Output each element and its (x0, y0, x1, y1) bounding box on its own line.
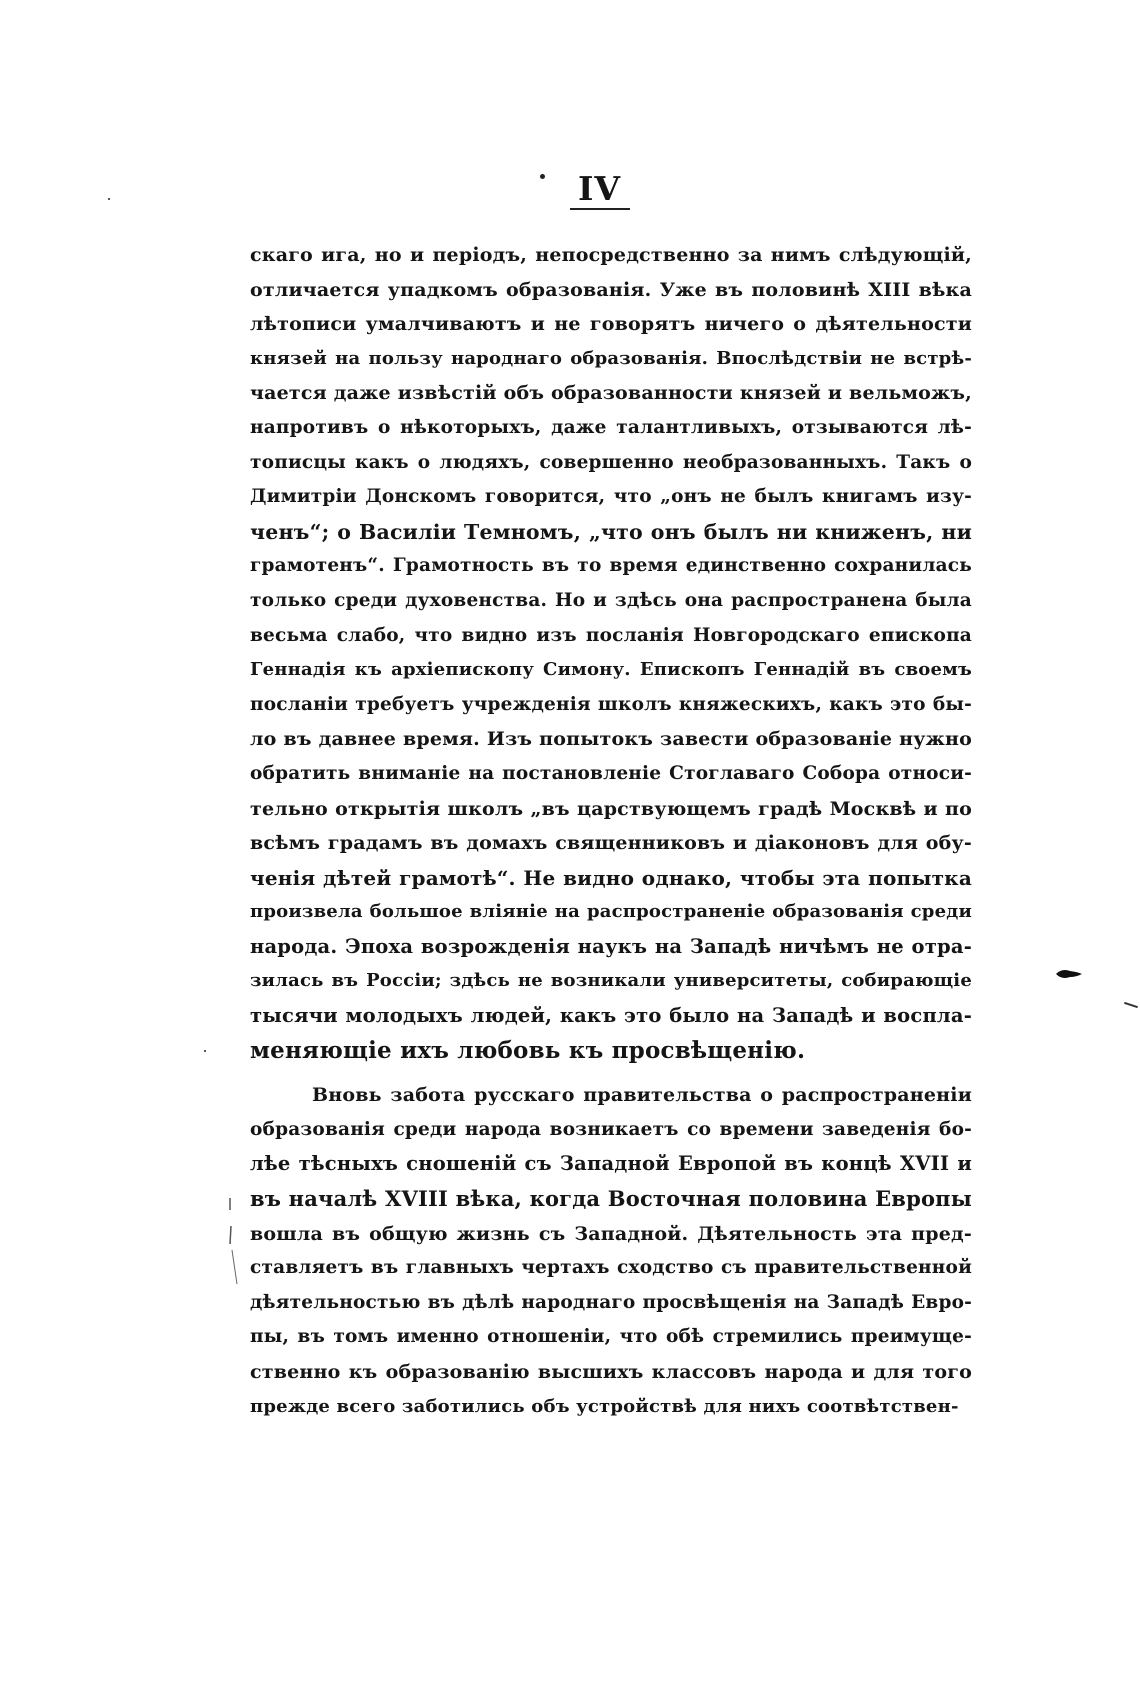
text-line: зилась въ Россіи; здѣсь не возникали университеты, собирающіе (250, 970, 972, 992)
text-line: меняющіе ихъ любовь къ просвѣщенію. (250, 1036, 806, 1064)
paragraph-gap (250, 1068, 972, 1078)
text-line: напротивъ о нѣкоторыхъ, даже талантливыхъ, отзываются лѣ- (250, 416, 972, 438)
text-line: отличается упадкомъ образованія. Уже въ половинѣ XIII вѣка (250, 278, 972, 301)
text-line: Вновь забота русскаго правительства о распространеніи (312, 1084, 972, 1107)
text-line: обратить вниманіе на постановленіе Стоглаваго Собора относи- (250, 762, 972, 784)
text-line: произвела большое вліяніе на распространеніе образованія среди (250, 901, 972, 923)
margin-speck (108, 198, 110, 200)
text-line: лѣе тѣсныхъ сношеній съ Западной Европой въ концѣ XVII и (250, 1152, 972, 1176)
margin-ink-blot-icon (1056, 968, 1082, 980)
text-line: народа. Эпоха возрожденія наукъ на Западѣ ничѣмъ не отра- (250, 934, 972, 958)
margin-scratch-marks (228, 1198, 240, 1288)
text-line: лѣтописи умалчиваютъ и не говорятъ ничего о дѣятельности (250, 313, 972, 336)
text-line: Геннадія къ архіепископу Симону. Епископъ Геннадій въ своемъ (250, 659, 972, 681)
text-line: тысячи молодыхъ людей, какъ это было на Западѣ и воспла- (250, 1004, 972, 1028)
text-line: пы, въ томъ именно отношеніи, что обѣ стремились преимуще- (250, 1326, 972, 1348)
page-number: IV (578, 169, 622, 208)
text-line: тельно открытія школъ „въ царствующемъ градѣ Москвѣ и по (250, 797, 972, 820)
printer-dot (540, 174, 545, 179)
text-line: тописцы какъ о людяхъ, совершенно необразованныхъ. Такъ о (250, 451, 972, 473)
text-line: грамотенъ“. Грамотность въ то время единственно сохранилась (250, 555, 972, 577)
paragraph (250, 1078, 972, 1424)
text-line: только среди духовенства. Но и здѣсь она распространена была (250, 589, 972, 611)
text-line: ственно къ образованію высшихъ классовъ народа и для того (250, 1361, 972, 1383)
margin-speck (204, 1050, 206, 1052)
text-line: всѣмъ градамъ въ домахъ священниковъ и діаконовъ для обу- (250, 832, 972, 855)
margin-dash (1124, 1002, 1138, 1008)
page-number-underline (570, 208, 630, 210)
text-line: Димитріи Донскомъ говорится, что „онъ не былъ книгамъ изу- (250, 486, 972, 508)
text-line: ченъ“; о Василіи Темномъ, „что онъ былъ ни книженъ, ни (250, 519, 972, 544)
text-line: образованія среди народа возникаетъ со времени заведенія бо- (250, 1118, 972, 1140)
paragraph (250, 238, 972, 1068)
text-line: весьма слабо, что видно изъ посланія Новгородскаго епископа (250, 624, 972, 646)
text-line: въ началѣ XVIII вѣка, когда Восточная половина Европы (250, 1186, 972, 1212)
text-line: ло въ давнее время. Изъ попытокъ завести образованіе нужно (250, 728, 972, 751)
body-text (250, 238, 972, 1424)
text-line: скаго ига, но и періодъ, непосредственно за нимъ слѣдующій, (250, 244, 972, 266)
text-line: чается даже извѣстій объ образованности князей и вельможъ, (250, 382, 972, 405)
text-line: прежде всего заботились объ устройствѣ для нихъ соотвѣтствен- (250, 1395, 959, 1417)
text-line: дѣятельностью въ дѣлѣ народнаго просвѣщенія на Западѣ Евро- (250, 1291, 972, 1313)
text-line: вошла въ общую жизнь съ Западной. Дѣятельность эта пред- (250, 1222, 972, 1245)
text-line: ставляетъ въ главныхъ чертахъ сходство съ правительственной (250, 1257, 972, 1279)
text-line: князей на пользу народнаго образованія. Впослѣдствіи не встрѣ- (250, 347, 972, 369)
text-line: посланіи требуетъ учрежденія школъ княжескихъ, какъ это бы- (250, 693, 972, 715)
text-line: ченія дѣтей грамотѣ“. Не видно однако, чтобы эта попытка (250, 865, 972, 890)
